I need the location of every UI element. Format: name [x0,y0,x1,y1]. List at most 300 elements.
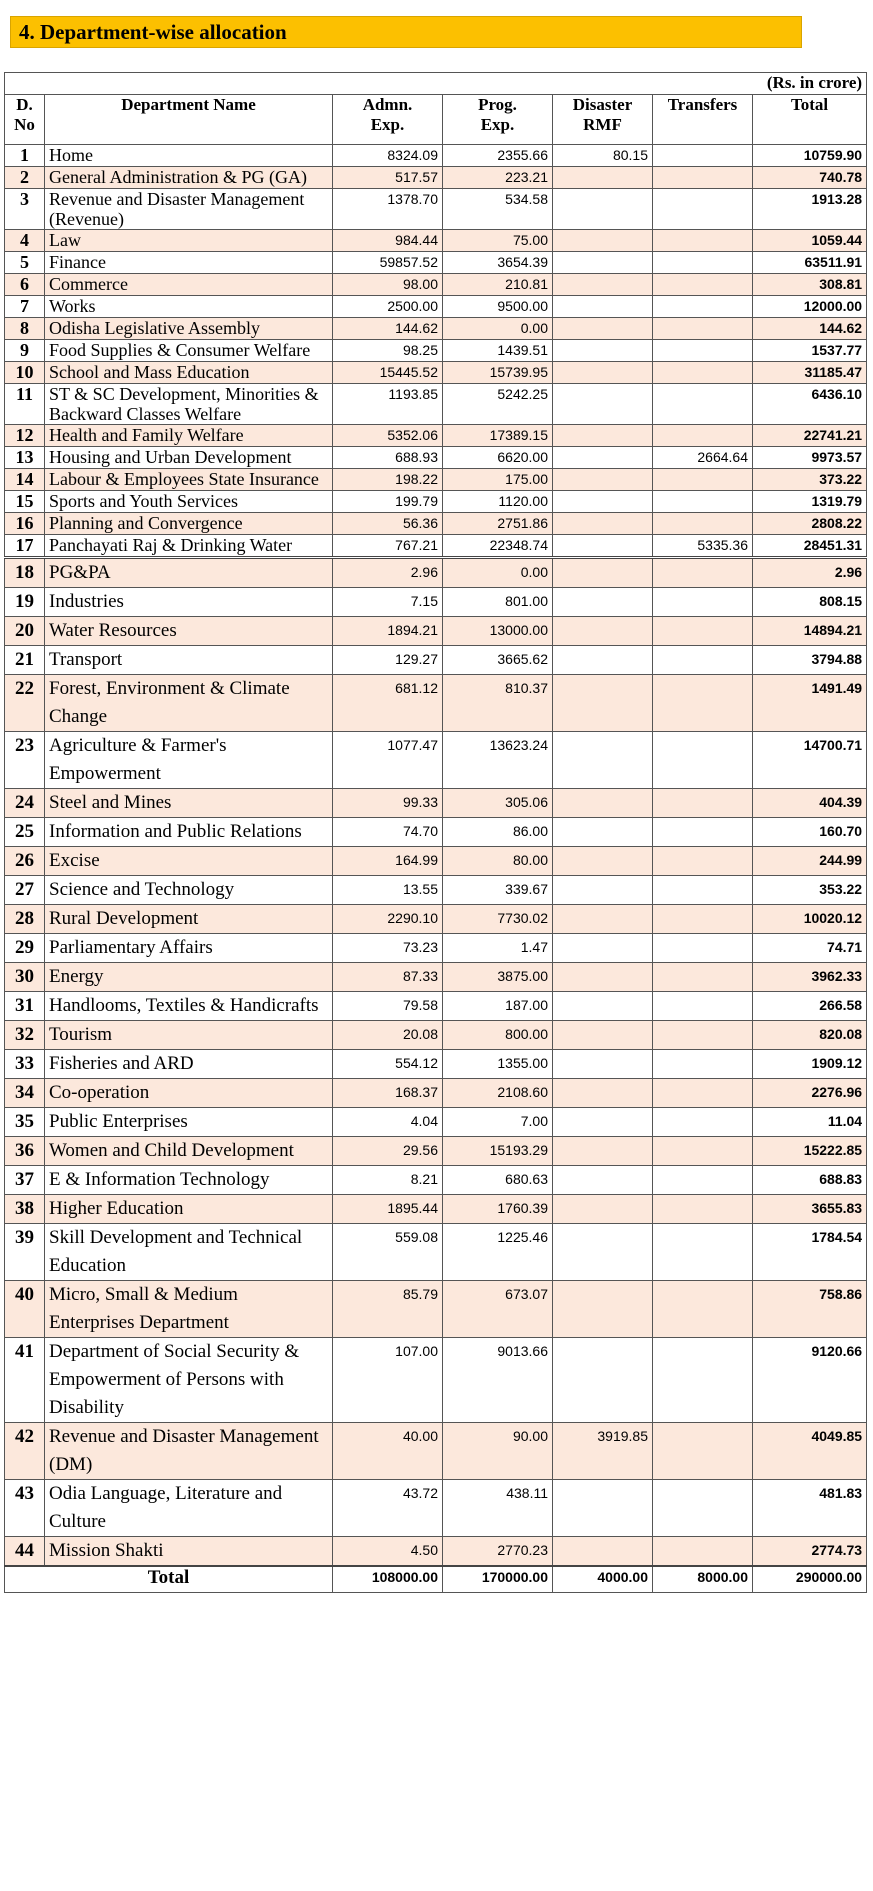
disaster-rmf [553,1537,653,1567]
department-name: Finance [45,252,333,274]
prog-exp: 1120.00 [443,491,553,513]
admn-exp: 13.55 [333,876,443,905]
transfers [653,617,753,646]
transfers [653,876,753,905]
department-name: ST & SC Development, Minorities & Backward Classes Welfare [45,384,333,425]
table-row [5,469,867,491]
admn-exp: 4.04 [333,1108,443,1137]
department-name: Rural Development [45,905,333,934]
admn-exp: 164.99 [333,847,443,876]
department-name: Skill Development and Technical Education [45,1224,333,1281]
disaster-rmf [553,1137,653,1166]
row-total: 2774.73 [753,1537,867,1567]
department-name: Revenue and Disaster Management (Revenue) [45,189,333,230]
admn-exp: 99.33 [333,789,443,818]
admn-exp: 5352.06 [333,425,443,447]
admn-exp: 74.70 [333,818,443,847]
table-row [5,535,867,558]
row-total: 1319.79 [753,491,867,513]
table-row [5,189,867,230]
admn-exp: 29.56 [333,1137,443,1166]
prog-exp: 810.37 [443,675,553,732]
admn-exp: 7.15 [333,588,443,617]
table-row [5,513,867,535]
disaster-rmf [553,296,653,318]
prog-exp: 3875.00 [443,963,553,992]
table-row [5,818,867,847]
total-disaster: 4000.00 [553,1566,653,1592]
department-name: School and Mass Education [45,362,333,384]
row-total: 308.81 [753,274,867,296]
row-total: 1059.44 [753,230,867,252]
table-row [5,1108,867,1137]
admn-exp: 559.08 [333,1224,443,1281]
row-total: 15222.85 [753,1137,867,1166]
admn-exp: 8.21 [333,1166,443,1195]
row-number: 13 [5,447,45,469]
department-name: Co-operation [45,1079,333,1108]
department-name: Steel and Mines [45,789,333,818]
disaster-rmf [553,513,653,535]
transfers [653,1195,753,1224]
disaster-rmf [553,189,653,230]
prog-exp: 673.07 [443,1281,553,1338]
row-number: 38 [5,1195,45,1224]
transfers [653,992,753,1021]
table-row [5,934,867,963]
disaster-rmf [553,340,653,362]
prog-exp: 6620.00 [443,447,553,469]
department-name: Home [45,145,333,167]
department-name: Planning and Convergence [45,513,333,535]
admn-exp: 43.72 [333,1480,443,1537]
table-row [5,1050,867,1079]
row-number: 12 [5,425,45,447]
table-row [5,1079,867,1108]
prog-exp: 7730.02 [443,905,553,934]
total-label: Total [5,1566,333,1592]
row-total: 481.83 [753,1480,867,1537]
table-row [5,145,867,167]
table-row [5,1195,867,1224]
disaster-rmf [553,847,653,876]
transfers [653,1480,753,1537]
row-number: 40 [5,1281,45,1338]
prog-exp: 7.00 [443,1108,553,1137]
disaster-rmf [553,318,653,340]
row-number: 10 [5,362,45,384]
department-name: E & Information Technology [45,1166,333,1195]
admn-exp: 87.33 [333,963,443,992]
row-total: 244.99 [753,847,867,876]
row-number: 4 [5,230,45,252]
row-number: 42 [5,1423,45,1480]
row-number: 5 [5,252,45,274]
table-row [5,1281,867,1338]
table-row [5,1423,867,1480]
row-number: 26 [5,847,45,876]
admn-exp: 85.79 [333,1281,443,1338]
table-row [5,362,867,384]
admn-exp: 98.00 [333,274,443,296]
disaster-rmf [553,1338,653,1423]
prog-exp: 3665.62 [443,646,553,675]
table-row [5,340,867,362]
admn-exp: 984.44 [333,230,443,252]
row-number: 41 [5,1338,45,1423]
row-number: 20 [5,617,45,646]
disaster-rmf [553,646,653,675]
admn-exp: 144.62 [333,318,443,340]
row-total: 2276.96 [753,1079,867,1108]
row-total: 1784.54 [753,1224,867,1281]
transfers [653,1079,753,1108]
table-row [5,491,867,513]
admn-exp: 20.08 [333,1021,443,1050]
row-total: 14700.71 [753,732,867,789]
admn-exp: 168.37 [333,1079,443,1108]
header-disaster: Disaster RMF [553,95,653,145]
row-number: 11 [5,384,45,425]
department-name: General Administration & PG (GA) [45,167,333,189]
allocation-table-wrapper [4,72,866,1593]
prog-exp: 15739.95 [443,362,553,384]
transfers [653,1021,753,1050]
transfers [653,934,753,963]
department-name: Department of Social Security & Empowerment of Persons with Disability [45,1338,333,1423]
prog-exp: 15193.29 [443,1137,553,1166]
department-name: Information and Public Relations [45,818,333,847]
department-name: Water Resources [45,617,333,646]
transfers [653,1224,753,1281]
prog-exp: 2770.23 [443,1537,553,1567]
row-total: 373.22 [753,469,867,491]
table-row [5,905,867,934]
prog-exp: 90.00 [443,1423,553,1480]
prog-exp: 210.81 [443,274,553,296]
prog-exp: 680.63 [443,1166,553,1195]
row-number: 30 [5,963,45,992]
row-number: 7 [5,296,45,318]
transfers [653,425,753,447]
row-number: 6 [5,274,45,296]
disaster-rmf [553,675,653,732]
transfers: 5335.36 [653,535,753,558]
row-number: 3 [5,189,45,230]
row-number: 22 [5,675,45,732]
row-total: 353.22 [753,876,867,905]
prog-exp: 9013.66 [443,1338,553,1423]
disaster-rmf [553,934,653,963]
table-row [5,732,867,789]
total-admn: 108000.00 [333,1566,443,1592]
transfers [653,252,753,274]
admn-exp: 517.57 [333,167,443,189]
transfers [653,818,753,847]
table-row [5,1480,867,1537]
transfers [653,789,753,818]
row-total: 740.78 [753,167,867,189]
row-number: 37 [5,1166,45,1195]
department-name: Mission Shakti [45,1537,333,1567]
table-row [5,274,867,296]
admn-exp: 1193.85 [333,384,443,425]
table-row [5,384,867,425]
row-total: 1491.49 [753,675,867,732]
prog-exp: 223.21 [443,167,553,189]
table-row [5,558,867,588]
admn-exp: 59857.52 [333,252,443,274]
row-total: 2808.22 [753,513,867,535]
row-total: 404.39 [753,789,867,818]
admn-exp: 1378.70 [333,189,443,230]
admn-exp: 681.12 [333,675,443,732]
row-number: 39 [5,1224,45,1281]
prog-exp: 17389.15 [443,425,553,447]
table-row [5,963,867,992]
row-total: 9973.57 [753,447,867,469]
prog-exp: 2751.86 [443,513,553,535]
prog-exp: 80.00 [443,847,553,876]
department-name: Energy [45,963,333,992]
row-number: 34 [5,1079,45,1108]
department-name: Commerce [45,274,333,296]
department-name: Excise [45,847,333,876]
transfers [653,905,753,934]
prog-exp: 534.58 [443,189,553,230]
admn-exp: 2500.00 [333,296,443,318]
section-title: 4. Department-wise allocation [10,16,802,48]
prog-exp: 305.06 [443,789,553,818]
disaster-rmf [553,1195,653,1224]
department-name: Agriculture & Farmer's Empowerment [45,732,333,789]
transfers [653,340,753,362]
department-name: Health and Family Welfare [45,425,333,447]
department-name: Housing and Urban Development [45,447,333,469]
prog-exp: 187.00 [443,992,553,1021]
table-row [5,230,867,252]
admn-exp: 2290.10 [333,905,443,934]
table-row [5,252,867,274]
admn-exp: 688.93 [333,447,443,469]
disaster-rmf [553,992,653,1021]
disaster-rmf [553,274,653,296]
admn-exp: 2.96 [333,558,443,588]
transfers: 2664.64 [653,447,753,469]
disaster-rmf [553,384,653,425]
row-number: 29 [5,934,45,963]
row-total: 14894.21 [753,617,867,646]
transfers [653,1137,753,1166]
total-grand: 290000.00 [753,1566,867,1592]
disaster-rmf [553,818,653,847]
header-no: D. No [5,95,45,145]
row-number: 14 [5,469,45,491]
admn-exp: 198.22 [333,469,443,491]
row-number: 19 [5,588,45,617]
disaster-rmf [553,535,653,558]
transfers [653,1338,753,1423]
department-name: Women and Child Development [45,1137,333,1166]
prog-exp: 3654.39 [443,252,553,274]
row-total: 3794.88 [753,646,867,675]
disaster-rmf [553,1079,653,1108]
disaster-rmf [553,876,653,905]
prog-exp: 0.00 [443,318,553,340]
row-total: 1913.28 [753,189,867,230]
admn-exp: 8324.09 [333,145,443,167]
department-name: Odia Language, Literature and Culture [45,1480,333,1537]
table-row [5,847,867,876]
department-name: Revenue and Disaster Management (DM) [45,1423,333,1480]
admn-exp: 73.23 [333,934,443,963]
row-total: 11.04 [753,1108,867,1137]
prog-exp: 800.00 [443,1021,553,1050]
table-row [5,1166,867,1195]
transfers [653,230,753,252]
department-name: Labour & Employees State Insurance [45,469,333,491]
header-row [5,95,867,145]
transfers [653,646,753,675]
transfers [653,362,753,384]
row-number: 16 [5,513,45,535]
table-row [5,675,867,732]
row-total: 10020.12 [753,905,867,934]
prog-exp: 1439.51 [443,340,553,362]
row-total: 63511.91 [753,252,867,274]
prog-exp: 175.00 [443,469,553,491]
department-name: PG&PA [45,558,333,588]
row-total: 160.70 [753,818,867,847]
disaster-rmf [553,558,653,588]
admn-exp: 129.27 [333,646,443,675]
admn-exp: 107.00 [333,1338,443,1423]
department-name: Food Supplies & Consumer Welfare [45,340,333,362]
prog-exp: 2355.66 [443,145,553,167]
prog-exp: 75.00 [443,230,553,252]
prog-exp: 13623.24 [443,732,553,789]
row-number: 17 [5,535,45,558]
department-name: Public Enterprises [45,1108,333,1137]
disaster-rmf [553,230,653,252]
row-total: 808.15 [753,588,867,617]
header-prog: Prog. Exp. [443,95,553,145]
disaster-rmf [553,1108,653,1137]
prog-exp: 1760.39 [443,1195,553,1224]
transfers [653,963,753,992]
department-name: Forest, Environment & Climate Change [45,675,333,732]
admn-exp: 767.21 [333,535,443,558]
department-name: Transport [45,646,333,675]
disaster-rmf [553,905,653,934]
table-row [5,876,867,905]
total-row [5,1566,867,1592]
department-name: Panchayati Raj & Drinking Water [45,535,333,558]
prog-exp: 1.47 [443,934,553,963]
transfers [653,732,753,789]
disaster-rmf: 80.15 [553,145,653,167]
table-row [5,1537,867,1567]
table-row [5,1021,867,1050]
disaster-rmf [553,732,653,789]
transfers [653,167,753,189]
row-number: 27 [5,876,45,905]
row-total: 28451.31 [753,535,867,558]
prog-exp: 801.00 [443,588,553,617]
department-name: Law [45,230,333,252]
disaster-rmf [553,789,653,818]
transfers [653,1281,753,1338]
admn-exp: 1894.21 [333,617,443,646]
disaster-rmf [553,1050,653,1079]
row-total: 12000.00 [753,296,867,318]
prog-exp: 86.00 [443,818,553,847]
transfers [653,1423,753,1480]
transfers [653,1050,753,1079]
row-number: 25 [5,818,45,847]
row-number: 1 [5,145,45,167]
row-number: 31 [5,992,45,1021]
row-total: 3962.33 [753,963,867,992]
disaster-rmf [553,1021,653,1050]
row-number: 28 [5,905,45,934]
prog-exp: 1225.46 [443,1224,553,1281]
transfers [653,588,753,617]
row-total: 688.83 [753,1166,867,1195]
admn-exp: 1077.47 [333,732,443,789]
department-name: Industries [45,588,333,617]
transfers [653,1108,753,1137]
prog-exp: 0.00 [443,558,553,588]
unit-note: (Rs. in crore) [5,73,867,95]
row-number: 36 [5,1137,45,1166]
transfers [653,296,753,318]
row-number: 35 [5,1108,45,1137]
row-total: 22741.21 [753,425,867,447]
table-row [5,318,867,340]
prog-exp: 22348.74 [443,535,553,558]
disaster-rmf [553,1480,653,1537]
prog-exp: 5242.25 [443,384,553,425]
admn-exp: 79.58 [333,992,443,1021]
row-number: 44 [5,1537,45,1567]
header-admn: Admn. Exp. [333,95,443,145]
table-row [5,992,867,1021]
table-row [5,1137,867,1166]
allocation-table [4,72,867,1593]
department-name: Odisha Legislative Assembly [45,318,333,340]
row-total: 2.96 [753,558,867,588]
row-total: 758.86 [753,1281,867,1338]
row-total: 820.08 [753,1021,867,1050]
table-row [5,296,867,318]
row-total: 144.62 [753,318,867,340]
table-row [5,167,867,189]
row-total: 6436.10 [753,384,867,425]
header-transfers: Transfers [653,95,753,145]
row-total: 4049.85 [753,1423,867,1480]
row-total: 1537.77 [753,340,867,362]
transfers [653,318,753,340]
transfers [653,274,753,296]
department-name: Works [45,296,333,318]
transfers [653,491,753,513]
admn-exp: 199.79 [333,491,443,513]
department-name: Micro, Small & Medium Enterprises Department [45,1281,333,1338]
transfers [653,513,753,535]
prog-exp: 339.67 [443,876,553,905]
table-row [5,646,867,675]
